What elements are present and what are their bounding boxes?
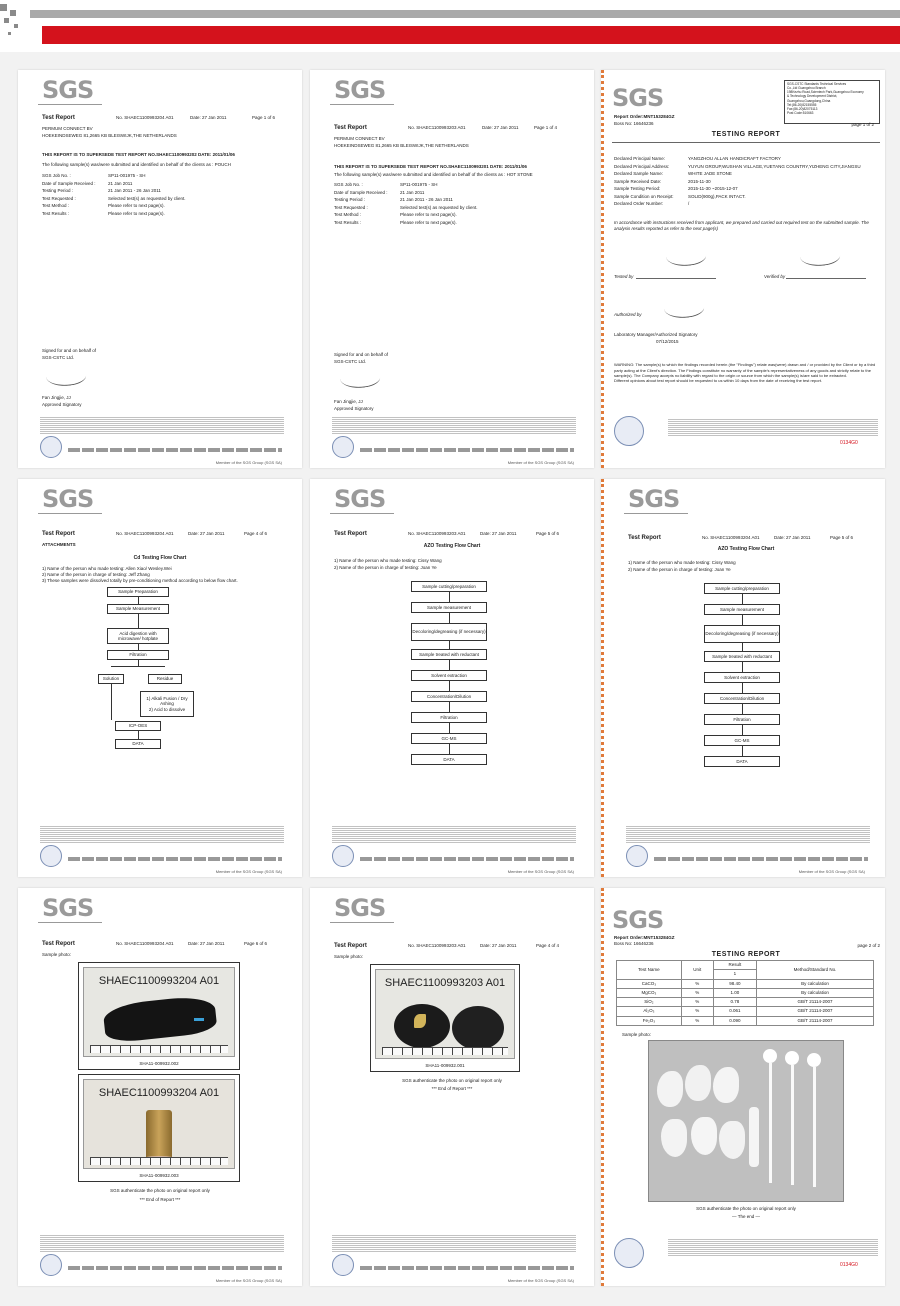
detail-row: Test Results : Please refer to next page(s). [334,219,457,225]
sgs-logo: SGS [334,485,386,513]
ruler [90,1157,228,1165]
flow-step: Filtration [704,714,780,725]
flow-connector [742,704,743,714]
flow-step: Filtration [411,712,487,723]
report-page-8[interactable] [310,888,594,1286]
flow-note: 1) Name of the person who made testing: Allen Xiao/ Wesley.Wei [42,566,172,571]
tester-signature [665,243,707,268]
flow-step: Concentration/Dilution [704,693,780,704]
page-number: Page 4 of 4 [536,943,560,948]
detail-row: Sample Condition on Receipt: SOLID(900g),PACK INTACT. [614,193,746,199]
page-number: Page 4 of 6 [244,531,268,536]
disclaimer-text [332,825,576,843]
lab-manager-label: Laboratory Manager/Authorized Signatory [614,332,698,337]
report-date: Date: 27 Jan 2011 [482,125,519,130]
page-number: Page 1 of 4 [534,125,558,130]
flow-step: Acid digestion with microwave/ hotplate [107,628,169,644]
address-line [360,857,574,861]
member-note: Member of the SGS Group (SGS SA) [215,869,282,874]
address-line [68,857,282,861]
report-page-1[interactable] [18,70,302,468]
detail-row: Testing Period : 21 Jan 2011 - 26 Jan 2011 [334,197,453,202]
sgs-logo: SGS [612,84,664,112]
sgs-logo: SGS [42,894,94,922]
report-page-3[interactable] [601,70,885,468]
disclaimer-text [332,1234,576,1252]
disclaimer-text [40,825,284,843]
report-title: Test Report [628,535,661,541]
page-number: Page 6 of 6 [244,941,268,946]
disclaimer-text [40,1234,284,1252]
stone-rod [769,1063,772,1183]
stone-leaf [414,1014,426,1028]
authorized-by-label: Authorized by [614,312,642,317]
attachments-label: ATTACHMENTS [42,542,76,547]
report-date: Date: 27 Jan 2011 [480,943,517,948]
ruler [90,1045,228,1053]
flow-connector [111,684,112,720]
stone-rod [791,1065,794,1185]
pixel-decoration [0,4,7,11]
flow-connector [138,731,139,739]
supersede-note: THIS REPORT IS TO SUPERSEDE TEST REPORT NO.SHAEC1100993201 DATE: 2011/01/06 [334,164,527,169]
flow-note: 2) Name of the person in charge of testing: Joan Ye [628,567,731,572]
flow-step: 1) Alkali Fusion / Dry Ashing 2) Acid to dissolve [140,691,194,717]
photo-note: SGS authenticate the photo on original report only [402,1078,502,1083]
report-date: Date: 27 Jan 2011 [188,531,225,536]
sample-photo-label: Sample photo: [622,1032,652,1037]
report-number: No. SHAEC1100993204 A01 [702,535,760,540]
address-line [68,1266,282,1270]
flow-step: Filtration [107,650,169,660]
report-page-7[interactable] [18,888,302,1286]
flow-step: GC-MS [411,733,487,744]
logo-underline [38,513,102,514]
jade-stones-photo [648,1040,844,1202]
flow-connector [449,744,450,754]
page-number: page 2 of 2 [857,943,880,948]
signed-company: SGS-CSTC Ltd. [334,359,367,364]
report-date: Date: 27 Jan 2011 [774,535,811,540]
report-title: TESTING REPORT [711,951,781,958]
flow-step: Residue [148,674,182,684]
photo-note: SGS authenticate the photo on original report only [110,1188,210,1193]
logo-underline [330,922,394,923]
client-name: PERMUM CONNECT BV [42,126,93,131]
report-title: Test Report [42,531,75,537]
sample-photo [370,964,520,1072]
stone-image [657,1071,683,1107]
sample-photo-label: Sample photo: [42,952,72,957]
boss-number: Boss No: 16646236 [614,941,654,946]
stone-image [713,1067,739,1103]
tested-by-label: Tested by [614,274,634,279]
detail-row: Declared Sample Name: WHITE JADE STONE [614,171,732,176]
photo-label: SHAEC1100993204 A01 [98,1087,220,1099]
report-date: Date: 27 Jan 2011 [190,115,227,120]
signed-for: Signed for and on behalf of [334,352,389,357]
detail-row: Declared Order Number: / [614,201,690,206]
member-note: Member of the SGS Group (SGS SA) [798,869,865,874]
detail-row: SGS Job No. : SP11-001975 - SH [334,182,438,187]
photo-label: SHAEC1100993203 A01 [384,977,506,989]
end-of-report: *** End of Report *** [431,1086,473,1091]
signer-title: Approved Signatory [334,406,374,411]
title-rule [612,142,880,143]
detail-row: Test Results : Please refer to next page(s). [42,210,165,216]
verified-by-label: Verified by [764,274,786,279]
sample-photo [78,1074,240,1182]
client-name: PERMUM CONNECT BV [334,136,385,141]
signer-name: Fan Jingjie, JJ [334,399,363,404]
flow-step: Solvent extraction [704,672,780,683]
table-row: SiO₂ % 0.78 GB/T 21114-2007 [617,998,874,1007]
flow-step: Decoloring/degreasing (if necessary) [704,625,780,643]
spool-image [146,1110,172,1162]
flow-note: 3) These samples were dissolved totally by pre-conditioning method according to below flow chart. [42,578,238,583]
flow-step: Sample Measurement [107,604,169,614]
flow-connector [742,615,743,625]
sample-intro: The following sample(s) was/were submitted and identified on behalf of the clients as : POUCH [42,162,231,167]
stone-image [691,1117,717,1155]
report-title: Test Report [42,115,75,121]
lab-address-box: SGS-CSTC Standards Technical Services Co.,Ltd Guangzhou Branch 198Kezhu Road,Scientech Park,Guangzhou Economy & Technology Development District, Guangzhou,Guangdong,China Tel:(86-20)82155555 Fax:(86-20)82075113 Post Code:510663 [784,80,880,124]
flow-step: Sample treated with reductant [411,649,487,660]
report-title: Test Report [334,531,367,537]
sgs-seal-icon [614,1238,644,1268]
authorizer-signature [663,295,705,320]
sample-photo-label: Sample photo: [334,954,364,959]
member-note: Member of the SGS Group (SGS SA) [215,1278,282,1283]
sample-details [42,173,282,218]
flow-step: DATA [115,739,161,749]
table-subheader: 1 [617,970,874,979]
flow-connector [742,643,743,651]
sgs-seal-icon [332,845,354,867]
sample-details [334,182,574,227]
detail-row: Sample Received Date: 2015-11-30 [614,178,711,184]
flow-branch [111,666,165,667]
flow-connector [449,723,450,733]
end-of-report: — The end — [732,1214,760,1219]
flow-step: Decoloring/degreasing (if necessary) [411,623,487,641]
photo-caption: SHA11-009932.003 [139,1172,179,1178]
detail-row: Date of Sample Received : 21 Jan 2011 [42,180,133,186]
end-of-report: *** End of Report *** [139,1197,181,1202]
flow-chart-title: AZO Testing Flow Chart [717,546,775,552]
member-note: Member of the SGS Group (SGS SA) [507,460,574,465]
report-page-4[interactable] [18,479,302,877]
flow-connector [449,681,450,691]
signature-date: 07/12/2015 [656,339,679,344]
sample-details [614,156,884,209]
stone-bar [749,1107,759,1167]
report-page-2[interactable] [310,70,594,468]
report-title: Test Report [42,941,75,947]
flow-connector [138,614,139,628]
stone-ball [785,1051,799,1065]
flow-step: Solvent extraction [411,670,487,681]
flow-step: GC-MS [704,735,780,746]
detail-row: Test Method : Please refer to next page(s). [334,212,457,217]
sgs-logo: SGS [334,894,386,922]
photo-caption: SHA11-009932.002 [139,1060,179,1066]
table-row: Al₂O₃ % 0.061 GB/T 21114-2007 [617,1007,874,1016]
flow-step: Sample cutting/preparation [704,583,780,594]
page-number: Page 1 of 6 [252,115,276,120]
disclaimer-text [40,416,284,434]
sgs-seal-icon [40,436,62,458]
signed-company: SGS-CSTC Ltd. [42,355,75,360]
sgs-seal-icon [614,416,644,446]
sgs-seal-icon [332,1254,354,1276]
detail-row: Test Method : Please refer to next page(s). [42,203,165,208]
report-title: TESTING REPORT [711,131,781,138]
report-order: Report Order:MNT153284GZ [614,114,675,119]
flow-chart-title: AZO Testing Flow Chart [423,543,481,549]
signature-scribble [45,363,87,388]
signed-for: Signed for and on behalf of [42,348,97,353]
flow-step: Sample treated with reductant [704,651,780,662]
results-table [616,960,874,1026]
header-grey-bar [30,10,900,18]
site-header [0,0,900,52]
pixel-decoration [8,32,11,35]
logo-underline [38,922,102,923]
report-order: Report Order:MNT153284GZ [614,935,675,940]
report-number: No. SHAEC1100993203 A01 [408,125,466,130]
table-row: MgCO₃ % 1.00 By calculation [617,988,874,997]
report-date: Date: 27 Jan 2011 [480,531,517,536]
warning-text: WARNING: The sample(s) to which the findings recorded herein (the "Findings") relate was(were) drawn and / or provided by the Client or by a third party acting at the Client's direction. The Findings constitute no warranty of the sample's representativeness of any goods and strictly relate to the sample(s). The Company accepts no liability with regard to the origin or source from which the sample(s) is/are said to be extracted. [614,362,876,379]
sgs-logo: SGS [612,906,664,934]
disclaimer-text [332,416,576,434]
flow-connector [449,592,450,602]
table-row: CaCO₃ % 98.40 By calculation [617,979,874,988]
flow-note: 2) Name of the person in charge of testing: Jeff Zhang [42,572,150,577]
report-number: No. SHAEC1100993204 A01 [116,941,174,946]
disclaimer-text [626,825,870,843]
sgs-seal-icon [40,1254,62,1276]
report-code: 0134G0 [840,1262,858,1268]
flow-step: Solution [98,674,124,684]
sgs-logo: SGS [42,76,94,104]
report-page-9[interactable] [601,888,885,1286]
boss-number: Boss No: 16646236 [614,121,654,126]
flow-chart-title: Cd Testing Flow Chart [133,555,187,561]
tested-by-line [636,278,716,279]
pixel-decoration [14,24,18,28]
report-number: No. SHAEC1100993203 A01 [408,943,466,948]
report-date: Date: 27 Jan 2011 [188,941,225,946]
accordance-note: In accordance with instructions received from applicant, we prepared and carried out required test on the submitted sample. The analysis results reported as refer to the next page(s) [614,220,869,232]
stone-ball [763,1049,777,1063]
report-code: 0134G0 [840,440,858,446]
flow-step: ICP-OES [115,721,161,731]
member-note: Member of the SGS Group (SGS SA) [215,460,282,465]
address-line [360,448,574,452]
detail-row: Test Requested : Selected test(s) as requested by client. [42,195,186,201]
flow-connector [449,613,450,623]
address-line [68,448,282,452]
verifier-signature [799,243,841,268]
flow-connector [449,702,450,712]
flow-note: 1) Name of the person who made testing: Cissy Wang [334,558,442,563]
pouch-tag [194,1018,204,1021]
report-page-6[interactable] [601,479,885,877]
flow-step: Concentration/Dilution [411,691,487,702]
sgs-logo: SGS [42,485,94,513]
verified-by-line [786,278,866,279]
stone-image [661,1119,687,1157]
flow-connector [138,597,139,604]
flow-note: 1) Name of the person who made testing: Cissy Wang [628,560,736,565]
report-title: Test Report [334,125,367,131]
logo-underline [330,513,394,514]
client-address: HOEKEINDSEWEG 81,2665 KB BLEISWIJK,THE NETHERLANDS [334,143,469,148]
flow-connector [138,660,139,666]
logo-underline [624,513,688,514]
client-address: HOEKEINDSEWEG 81,2665 KB BLEISWIJK,THE NETHERLANDS [42,133,177,138]
detail-row: Declared Principal Name: YANGZHOU ALLAN HANDICRAFT FACTORY [614,156,781,161]
flow-connector [742,725,743,735]
report-number: No. SHAEC1100993203 A01 [408,531,466,536]
flow-step: Sample measurement [411,602,487,613]
detail-row: Sample Testing Period: 2015-11-30 ~2015-12-07 [614,186,738,191]
sgs-seal-icon [40,845,62,867]
ruler [382,1047,508,1055]
page-number: Page 5 of 6 [830,535,854,540]
detail-row: Testing Period : 21 Jan 2011 - 26 Jan 2011 [42,188,161,193]
sgs-seal-icon [332,436,354,458]
signer-title: Approved Signatory [42,402,82,407]
pixel-decoration [10,10,16,16]
flow-connector [449,641,450,649]
member-note: Member of the SGS Group (SGS SA) [507,1278,574,1283]
member-note: Member of the SGS Group (SGS SA) [507,869,574,874]
flow-step: Sample Preparation [107,587,169,597]
disclaimer-text [668,1238,878,1256]
pixel-decoration [4,18,9,23]
stone-ball [807,1053,821,1067]
detail-row: Date of Sample Received : 21 Jan 2011 [334,189,425,195]
sample-photo [78,962,240,1070]
flow-connector [449,660,450,670]
detail-row: SGS Job No. : SP11-001975 - SH [42,173,146,178]
photo-label: SHAEC1100993204 A01 [98,975,220,987]
different-opinions: Different opinions about test report should be requested to us within 10 days from the date of receiving the test report. [614,378,823,383]
report-title: Test Report [334,943,367,949]
report-page-5[interactable] [310,479,594,877]
logo-underline [38,104,102,105]
flow-step: Sample cutting/preparation [411,581,487,592]
flow-step: Sample measurement [704,604,780,615]
report-number: No. SHAEC1100993204 A01 [116,115,174,120]
table-row: Fe₂O₃ % 0.090 GB/T 21114-2007 [617,1016,874,1025]
detail-row: Declared Principal Address: YUYUN GROUP,WUSHAN VILLAGE,YUETANG COUNTRY,YIZHENG CITY,JIANGSU [614,163,861,169]
table-header: Test Name Unit Result Method/Standard No. [617,961,874,970]
stone-image [685,1065,711,1101]
flow-connector [742,746,743,756]
stone-image [452,1006,504,1050]
signer-name: Fan Jingjie, JJ [42,395,71,400]
sgs-logo: SGS [628,485,680,513]
address-line [360,1266,574,1270]
logo-underline [330,104,394,105]
sample-intro: The following sample(s) was/were submitted and identified on behalf of the clients as : HOT STONE [334,172,533,177]
stone-rod [813,1067,816,1187]
flow-step: DATA [411,754,487,765]
page-number: Page 5 of 6 [536,531,560,536]
detail-row: Test Requested : Selected test(s) as requested by client. [334,204,478,210]
sgs-logo: SGS [334,76,386,104]
photo-note: SGS authenticate the photo on original report only [696,1206,796,1211]
disclaimer-text [668,418,878,436]
supersede-note: THIS REPORT IS TO SUPERSEDE TEST REPORT NO.SHAEC1100993202 DATE: 2011/01/06 [42,152,235,157]
address-line [654,857,868,861]
sgs-seal-icon [626,845,648,867]
stone-image [719,1121,745,1159]
header-red-bar [42,26,900,44]
flow-connector [742,662,743,672]
report-number: No. SHAEC1100993204 A01 [116,531,174,536]
flow-connector [742,594,743,604]
signature-scribble [339,365,381,390]
flow-step: DATA [704,756,780,767]
photo-caption: SHA11-009932.001 [425,1062,465,1068]
flow-note: 2) Name of the person in charge of testing: Joan Ye [334,565,437,570]
flow-connector [742,683,743,693]
page-number: page 1 of 2 [851,122,874,127]
